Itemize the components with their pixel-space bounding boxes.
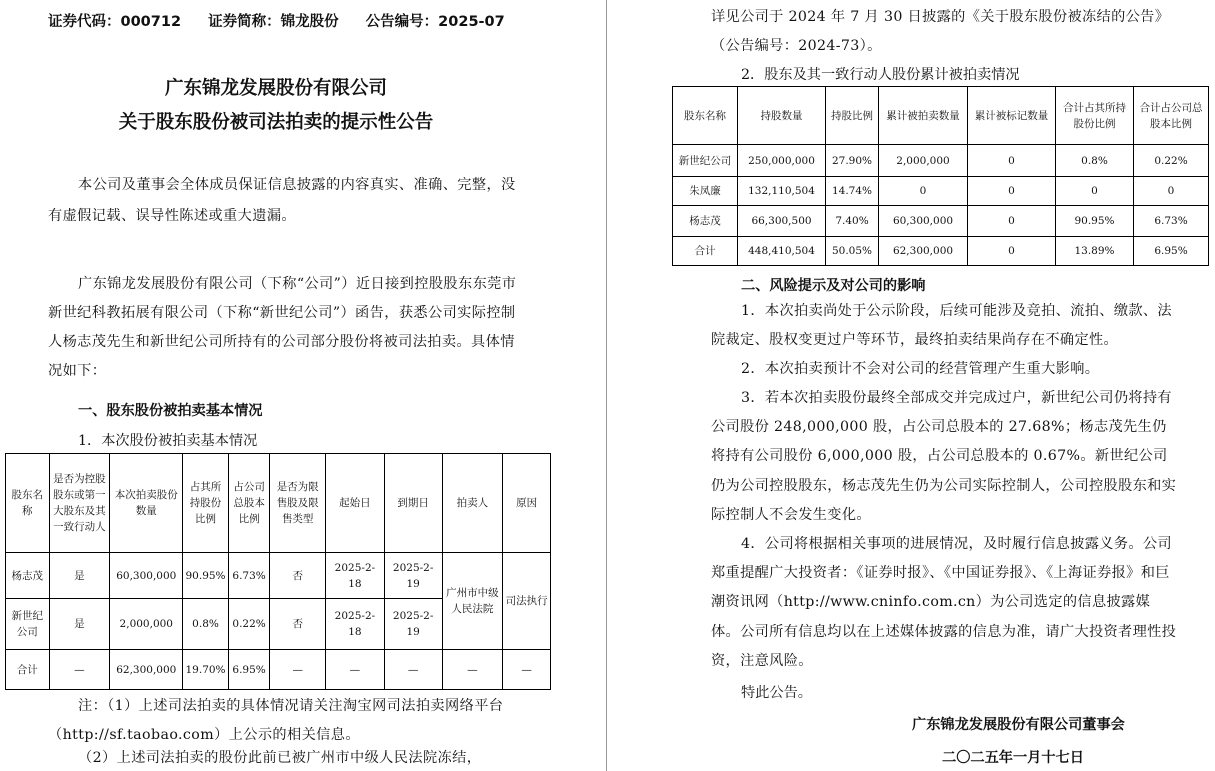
table-cell: 合计 bbox=[6, 650, 50, 690]
header-cell: 到期日 bbox=[384, 454, 442, 553]
table-cell: 0.8% bbox=[1056, 145, 1134, 177]
table-cell: 0 bbox=[968, 177, 1056, 206]
table-cell: 6.73% bbox=[228, 553, 270, 599]
table-row bbox=[673, 206, 1209, 237]
table-cell: 新世纪公司 bbox=[6, 599, 50, 650]
table-cell: 19.70% bbox=[183, 650, 229, 690]
table-header-row bbox=[673, 87, 1209, 145]
header-cell: 累计被标记数量 bbox=[968, 87, 1056, 145]
header-cell: 累计被拍卖数量 bbox=[879, 87, 968, 145]
note-1: 注：（1）上述司法拍卖的具体情况请关注淘宝网司法拍卖网络平台（http://sf.taobao.com）上公示的相关信息。 bbox=[48, 698, 504, 743]
table-cell: 6.95% bbox=[228, 650, 270, 690]
section-1-2-heading: 2．股东及其一致行动人股份累计被拍卖情况 bbox=[741, 67, 1020, 83]
board-signature: 广东锦龙发展股份有限公司董事会 bbox=[912, 717, 1125, 733]
header-cell: 原因 bbox=[503, 454, 551, 553]
header-cell: 是否为限售股及限售类型 bbox=[270, 454, 326, 553]
header-cell: 起始日 bbox=[326, 454, 385, 553]
table-cell: 2025-2-18 bbox=[326, 553, 385, 599]
header-cell: 本次拍卖股份数量 bbox=[110, 454, 183, 553]
table-cell: 14.74% bbox=[826, 177, 879, 206]
header-cell: 股东名称 bbox=[673, 87, 738, 145]
header-cell: 占其所持股份比例 bbox=[183, 454, 229, 553]
header-cell: 是否为控股股东或第一大股东及其一致行动人 bbox=[49, 454, 110, 553]
company-title: 广东锦龙发展股份有限公司 bbox=[164, 78, 387, 99]
table-cell: 13.89% bbox=[1056, 237, 1134, 266]
table-header-row bbox=[6, 454, 551, 553]
table-cell: 是 bbox=[49, 599, 110, 650]
table-cell: — bbox=[503, 650, 551, 690]
stock-short-name: 证券简称：锦龙股份 bbox=[208, 14, 339, 30]
risk-item-2: 2．本次拍卖预计不会对公司的经营管理产生重大影响。 bbox=[741, 361, 1100, 377]
page-divider bbox=[606, 0, 607, 771]
header-cell: 占公司总股本比例 bbox=[228, 454, 270, 553]
table-cell: 50.05% bbox=[826, 237, 879, 266]
table-cell: 0.8% bbox=[183, 599, 229, 650]
section-1-1-heading: 1．本次股份被拍卖基本情况 bbox=[78, 433, 258, 449]
table-cell: 0.22% bbox=[1134, 145, 1209, 177]
note-2-continued: 详见公司于 2024 年 7 月 30 日披露的《关于股东股份被冻结的公告》（公告编号：2024-73）。 bbox=[711, 9, 1170, 54]
table-cell: 90.95% bbox=[1056, 206, 1134, 237]
table-row bbox=[673, 177, 1209, 206]
table-cell: 2,000,000 bbox=[879, 145, 968, 177]
table-cell: 2025-2-19 bbox=[384, 599, 442, 650]
table-cell: 杨志茂 bbox=[673, 206, 738, 237]
table-cell: 250,000,000 bbox=[738, 145, 826, 177]
notice-number: 公告编号：2025-07 bbox=[365, 14, 505, 30]
risk-item-3: 3．若本次拍卖股份最终全部成交并完成过户，新世纪公司仍将持有公司股份 248,000,000 股，占公司总股本的 27.68%；杨志茂先生仍将持有公司股份 6,000,000 股，占公司总股本的 0.67%。新世纪公司仍为公司控股股东，杨志茂先生仍为公司实际控制人，公司控股股东和实际控制人不会发生变化。 bbox=[711, 390, 1177, 523]
table-cell: 0 bbox=[968, 237, 1056, 266]
note-2: （2）上述司法拍卖的股份此前已被广州市中级人民法院冻结， bbox=[78, 750, 482, 766]
table-cell: — bbox=[270, 650, 326, 690]
table-cell: 朱凤廉 bbox=[673, 177, 738, 206]
header-cell: 合计占其所持股份比例 bbox=[1056, 87, 1134, 145]
section-2-heading: 二、风险提示及对公司的影响 bbox=[741, 278, 926, 294]
table-cell: 0 bbox=[879, 177, 968, 206]
cumulative-table bbox=[672, 86, 1209, 266]
board-statement: 本公司及董事会全体成员保证信息披露的内容真实、准确、完整，没有虚假记载、误导性陈述或重大遗漏。 bbox=[48, 177, 516, 224]
table-cell: — bbox=[442, 650, 503, 690]
header-cell: 股东名称 bbox=[6, 454, 50, 553]
table-cell: 62,300,000 bbox=[879, 237, 968, 266]
stock-code: 证券代码：000712 bbox=[48, 14, 182, 30]
table-cell: 0 bbox=[1134, 177, 1209, 206]
table-row bbox=[6, 553, 551, 599]
table-cell: 62,300,000 bbox=[110, 650, 183, 690]
table-cell: 否 bbox=[270, 599, 326, 650]
header-cell: 持股比例 bbox=[826, 87, 879, 145]
table-cell: — bbox=[49, 650, 110, 690]
table-cell: 否 bbox=[270, 553, 326, 599]
table-row bbox=[673, 145, 1209, 177]
table-cell: — bbox=[384, 650, 442, 690]
header-cell: 合计占公司总股本比例 bbox=[1134, 87, 1209, 145]
closing-remark: 特此公告。 bbox=[741, 685, 812, 701]
auctioneer-cell: 广州市中级人民法院 bbox=[442, 553, 503, 650]
table-cell: 132,110,504 bbox=[738, 177, 826, 206]
table-cell: 7.40% bbox=[826, 206, 879, 237]
table-cell: 2025-2-19 bbox=[384, 553, 442, 599]
table-cell: 27.90% bbox=[826, 145, 879, 177]
table-cell: — bbox=[326, 650, 385, 690]
notice-date: 二〇二五年一月十七日 bbox=[942, 750, 1084, 766]
table-total-row bbox=[673, 237, 1209, 266]
header-cell: 拍卖人 bbox=[442, 454, 503, 553]
table-cell: 2,000,000 bbox=[110, 599, 183, 650]
left-page bbox=[0, 0, 606, 771]
notice-title: 关于股东股份被司法拍卖的提示性公告 bbox=[118, 112, 434, 133]
table-cell: 是 bbox=[49, 553, 110, 599]
table-cell: 60,300,000 bbox=[879, 206, 968, 237]
table-cell: 6.73% bbox=[1134, 206, 1209, 237]
table-cell: 0.22% bbox=[228, 599, 270, 650]
table-cell: 90.95% bbox=[183, 553, 229, 599]
table-cell: 2025-2-18 bbox=[326, 599, 385, 650]
table-cell: 60,300,000 bbox=[110, 553, 183, 599]
intro-paragraph: 广东锦龙发展股份有限公司（下称“公司”）近日接到控股股东东莞市新世纪科教拓展有限公司（下称“新世纪公司”）函告，获悉公司实际控制人杨志茂先生和新世纪公司所持有的公司部分股份将被司法拍卖。具体情况如下： bbox=[48, 276, 517, 379]
notice-header bbox=[48, 10, 527, 31]
section-1-heading: 一、股东股份被拍卖基本情况 bbox=[78, 403, 263, 419]
risk-item-4: 4．公司将根据相关事项的进展情况，及时履行信息披露义务。公司郑重提醒广大投资者：《证券时报》、《中国证券报》、《上海证券报》和巨潮资讯网（http://www.cninfo.com.cn）为公司选定的信息披露媒体。公司所有信息均以在上述媒体披露的信息为准，请广大投资者理性投资，注意风险。 bbox=[711, 536, 1177, 669]
table-cell: 0 bbox=[968, 145, 1056, 177]
table-cell: 66,300,500 bbox=[738, 206, 826, 237]
reason-cell: 司法执行 bbox=[503, 553, 551, 650]
auction-table bbox=[5, 453, 551, 690]
table-cell: 新世纪公司 bbox=[673, 145, 738, 177]
table-cell: 0 bbox=[968, 206, 1056, 237]
header-cell: 持股数量 bbox=[738, 87, 826, 145]
table-cell: 448,410,504 bbox=[738, 237, 826, 266]
risk-item-1: 1．本次拍卖尚处于公示阶段，后续可能涉及竞拍、流拍、缴款、法院裁定、股权变更过户等环节，最终拍卖结果尚存在不确定性。 bbox=[711, 303, 1172, 349]
table-cell: 0 bbox=[1056, 177, 1134, 206]
table-cell: 合计 bbox=[673, 237, 738, 266]
table-total-row bbox=[6, 650, 551, 690]
table-cell: 杨志茂 bbox=[6, 553, 50, 599]
table-cell: 6.95% bbox=[1134, 237, 1209, 266]
